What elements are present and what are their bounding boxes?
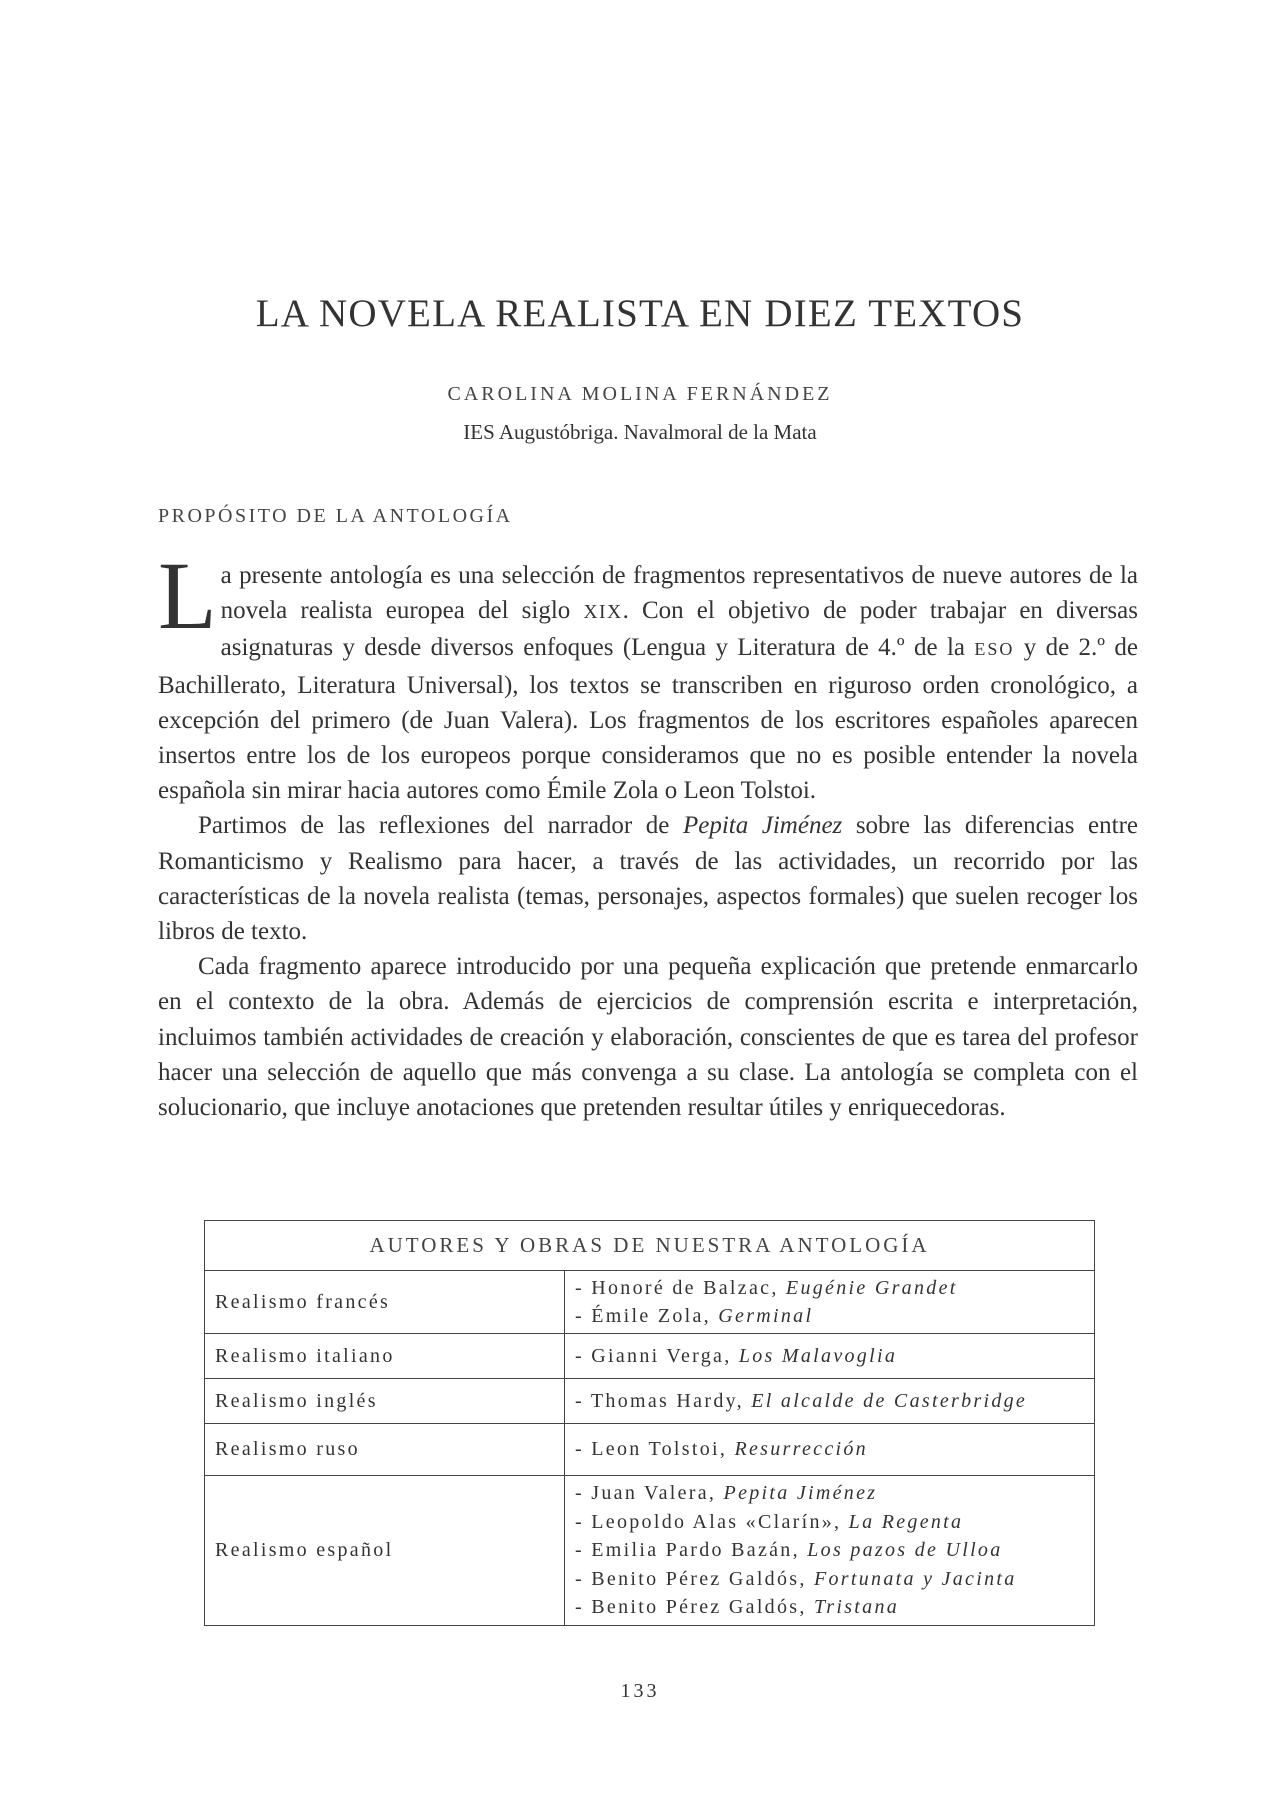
- author-name: CAROLINA MOLINA FERNÁNDEZ: [447, 383, 833, 405]
- paragraph-2: [158, 808, 1138, 949]
- page-number: 133: [620, 1680, 660, 1702]
- century-numeral: XIX: [583, 602, 623, 624]
- eso-abbreviation: ESO: [974, 639, 1015, 660]
- table-category-cell: Realismo inglés: [205, 1379, 565, 1424]
- page-title: LA NOVELA REALISTA EN DIEZ TEXTOS: [255, 292, 1025, 335]
- authors-table-wrapper: [204, 1220, 1095, 1626]
- paragraph-1-text-b: . Con el objetivo de poder trabajar en diversas asignaturas y desde diversos enfoques (Lengua y Literatura de 4.º de la: [220, 597, 1138, 662]
- entry-author: - Émile Zola,: [575, 1305, 719, 1327]
- work-entry: [575, 1536, 1093, 1565]
- paragraph-3: Cada fragmento aparece introducido por una pequeña explicación que pretende enmarcarlo en el contexto de la obra. Además de ejercicios de comprensión escrita e interpretación, incluimos también actividades de creación y elaboración, conscientes de que es tarea del profesor hacer una selección de aquello que más convenga a su clase. La antología se completa con el solucionario, que incluye anotaciones que pretenden resultar útiles y enriquecedoras.: [158, 953, 1138, 1122]
- entry-work: Resurrección: [734, 1438, 868, 1461]
- drop-cap: L: [158, 542, 217, 649]
- entry-author: - Benito Pérez Galdós,: [575, 1567, 814, 1590]
- paragraph-2-work-title: Pepita Jiménez: [682, 812, 843, 840]
- table-row: [205, 1379, 1095, 1424]
- work-entry: [575, 1435, 1093, 1464]
- paragraph-2-text-b: sobre las diferencias entre Romanticismo y Realismo para hacer, a través de las actividades, un recorrido por las características de la novela realista (temas, personajes, aspectos formales) que suelen recoger los libros de texto.: [158, 812, 1139, 946]
- work-entry: [575, 1387, 1093, 1416]
- work-entry: [575, 1508, 1093, 1537]
- work-entry: [575, 1342, 1093, 1371]
- table-works-cell: [565, 1379, 1095, 1424]
- table-row: [205, 1271, 1095, 1334]
- entry-work: La Regenta: [848, 1510, 964, 1533]
- table-category-cell: Realismo español: [205, 1476, 565, 1626]
- table-works-cell: [565, 1476, 1095, 1626]
- entry-author: - Juan Valera,: [575, 1482, 724, 1505]
- entry-work: Eugénie Grandet: [785, 1276, 958, 1299]
- table-category-cell: Realismo ruso: [205, 1424, 565, 1476]
- table-works-cell: [565, 1334, 1095, 1379]
- entry-author: - Thomas Hardy,: [575, 1389, 752, 1412]
- paragraph-1-text-a: a presente antología es una selección de fragmentos representativos de nueve autores de la novela realista europea del siglo: [220, 562, 1138, 625]
- entry-work: Tristana: [813, 1596, 900, 1619]
- table-row: [205, 1476, 1095, 1626]
- work-entry: [575, 1593, 1093, 1622]
- work-entry: [575, 1479, 1093, 1508]
- entry-work: El alcalde de Casterbridge: [751, 1389, 1028, 1412]
- paragraph-1: [158, 542, 1139, 808]
- entry-author: - Emilia Pardo Bazán,: [575, 1539, 808, 1562]
- work-entry: [575, 1274, 1093, 1303]
- author-institution: IES Augustóbriga. Navalmoral de la Mata: [463, 420, 817, 444]
- paragraph-1-text-c: y de 2.º de Bachillerato, Literatura Universal), los textos se transcriben en riguroso orden cronológico, a excepción del primero (de Juan Valera). Los fragmentos de los escritores españoles aparecen insertos entre los de los europeos porque consideramos que no es posible entender la novela española sin mirar hacia autores como Émile Zola o Leon Tolstoi.: [158, 634, 1139, 805]
- entry-author: - Leon Tolstoi,: [575, 1438, 735, 1461]
- entry-work: Pepita Jiménez: [723, 1482, 878, 1505]
- table-works-cell: [565, 1424, 1095, 1476]
- table-row: [205, 1424, 1095, 1476]
- entry-work: Fortunata y Jacinta: [813, 1567, 1017, 1590]
- work-entry: [575, 1565, 1093, 1594]
- entry-work: Los pazos de Ulloa: [807, 1539, 1003, 1562]
- section-title: PROPÓSITO DE LA ANTOLOGÍA: [158, 505, 513, 527]
- table-category-cell: Realismo italiano: [205, 1334, 565, 1379]
- table-header: AUTORES Y OBRAS DE NUESTRA ANTOLOGÍA: [205, 1221, 1095, 1271]
- entry-author: - Gianni Verga,: [575, 1344, 739, 1367]
- body-text: [158, 542, 1139, 1125]
- entry-work: Los Malavoglia: [738, 1344, 898, 1367]
- authors-table: [204, 1220, 1095, 1626]
- entry-author: - Honoré de Balzac,: [575, 1276, 786, 1299]
- entry-author: - Benito Pérez Galdós,: [575, 1596, 814, 1619]
- work-entry: [575, 1302, 1093, 1331]
- table-works-cell: [565, 1271, 1095, 1334]
- table-row: [205, 1334, 1095, 1379]
- entry-work: Germinal: [718, 1305, 814, 1327]
- table-category-cell: Realismo francés: [205, 1271, 565, 1334]
- paragraph-2-text-a: Partimos de las reflexiones del narrador de: [198, 812, 683, 840]
- entry-author: - Leopoldo Alas «Clarín»,: [575, 1510, 849, 1533]
